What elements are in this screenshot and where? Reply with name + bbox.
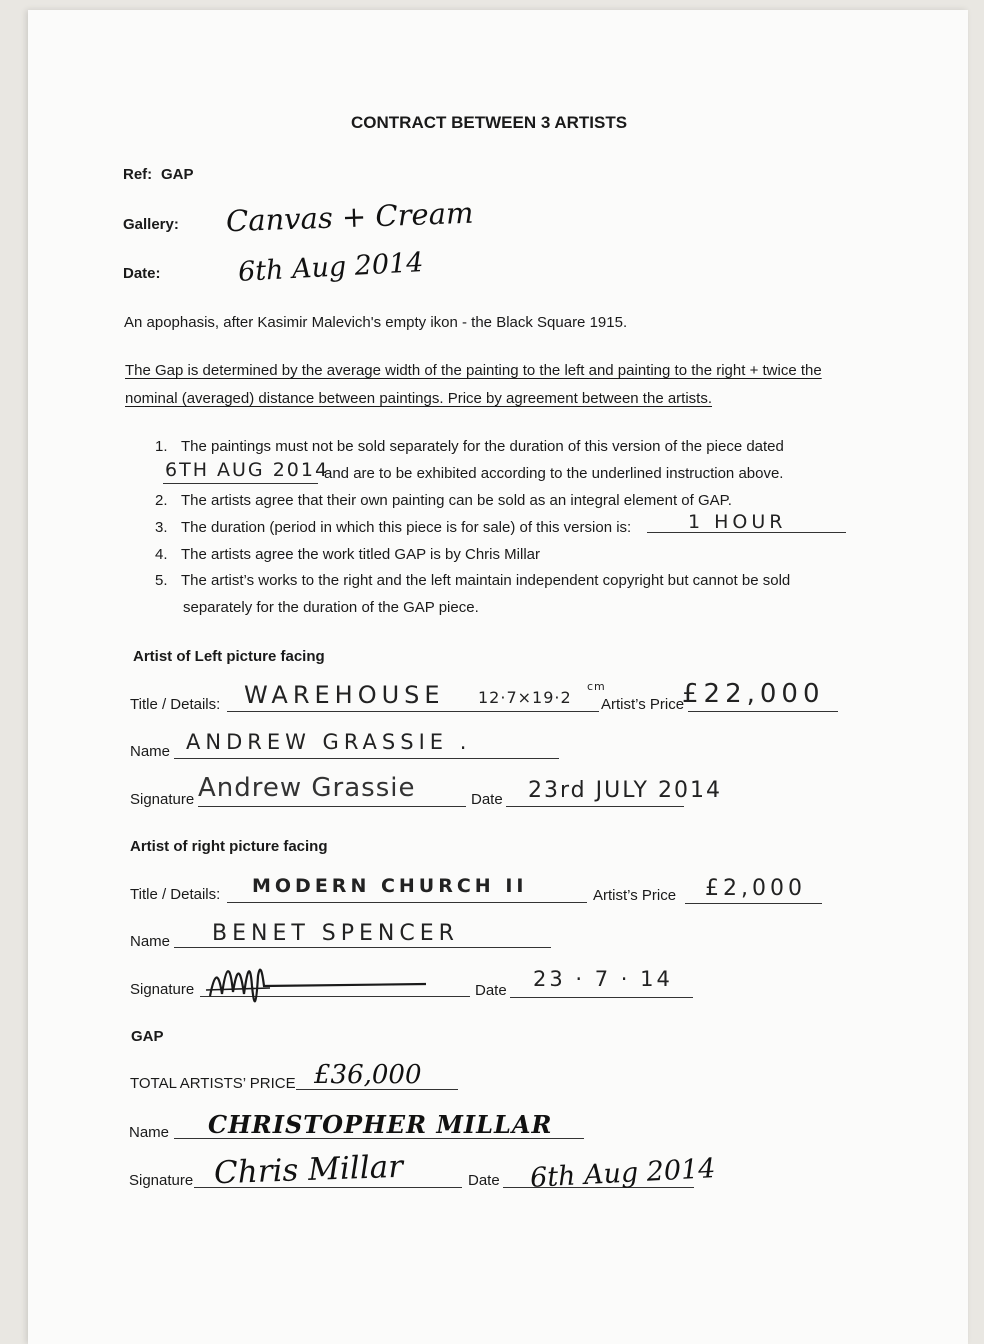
gallery-label: Gallery: — [123, 216, 179, 233]
term-1-continuation: and are to be exhibited according to the underlined instruction above. — [324, 465, 784, 482]
right-signature-label: Signature — [130, 981, 195, 998]
date-label: Date: — [123, 265, 161, 282]
left-title-label: Title / Details: — [130, 696, 221, 713]
left-signature: Andrew Grassie — [198, 773, 416, 803]
total-price-value: £36,000 — [314, 1060, 422, 1090]
left-dimensions: 12·7×19·2 — [478, 688, 572, 707]
right-artist-heading: Artist of right picture facing — [130, 838, 328, 855]
right-signature — [200, 956, 432, 1012]
gap-name-value: CHRISTOPHER MILLAR — [208, 1110, 553, 1139]
right-name-value: BENET SPENCER — [212, 921, 459, 946]
right-name-label: Name — [130, 933, 171, 950]
left-name-line — [174, 758, 559, 759]
term-1: 1. The paintings must not be sold separately for the duration of this version of the piece dated — [155, 438, 784, 455]
left-date-line — [506, 806, 684, 807]
gap-date-label: Date — [468, 1172, 500, 1189]
date-value: 6th Aug 2014 — [237, 247, 425, 288]
term-5: 5. The artist’s works to the right and the left maintain independent copyright but cannot be sold — [155, 572, 791, 589]
left-dimensions-unit: cm — [587, 680, 606, 693]
gap-signature: Chris Millar — [213, 1148, 404, 1192]
term-2: 2. The artists agree that their own painting can be sold as an integral element of GAP. — [155, 492, 732, 509]
intro-text: An apophasis, after Kasimir Malevich's empty ikon - the Black Square 1915. — [124, 314, 628, 331]
gap-heading: GAP — [131, 1028, 164, 1045]
gap-name-label: Name — [129, 1124, 170, 1141]
term-1-handwritten-date: 6TH AUG 2014 — [165, 459, 330, 481]
term-5-continuation: separately for the duration of the GAP piece. — [183, 599, 479, 616]
gallery-value: Canvas + Cream — [225, 195, 474, 239]
left-artist-heading: Artist of Left picture facing — [133, 648, 325, 665]
term-4: 4. The artists agree the work titled GAP is by Chris Millar — [155, 546, 541, 563]
left-title-value: WAREHOUSE — [244, 681, 445, 709]
right-date-label: Date — [475, 982, 507, 999]
left-price-value: £22,000 — [682, 679, 825, 709]
left-date-value: 23rd JULY 2014 — [528, 778, 722, 803]
gap-definition-line-1: The Gap is determined by the average width of the painting to the left and painting to the right + twice the — [125, 362, 822, 379]
right-price-line — [685, 903, 822, 904]
right-price-label: Artist’s Price — [593, 887, 677, 904]
ref-label: Ref: — [123, 166, 153, 183]
term-1-date-line — [163, 483, 318, 484]
term-3-duration-value: 1 HOUR — [688, 511, 787, 533]
gap-date-value: 6th Aug 2014 — [529, 1153, 717, 1194]
left-price-line — [688, 711, 838, 712]
document-title: CONTRACT BETWEEN 3 ARTISTS — [351, 113, 628, 132]
right-price-value: £2,000 — [705, 876, 806, 901]
gap-signature-label: Signature — [129, 1172, 194, 1189]
right-title-value: MODERN CHURCH II — [252, 875, 528, 897]
gap-definition-line-2: nominal (averaged) distance between paintings. Price by agreement between the artists. — [125, 390, 712, 407]
left-signature-label: Signature — [130, 791, 195, 808]
contract-page — [28, 10, 968, 1344]
left-price-label: Artist’s Price — [601, 696, 685, 713]
ref-value: GAP — [161, 166, 194, 183]
right-date-line — [510, 997, 693, 998]
left-signature-line — [198, 806, 466, 807]
term-3: 3. The duration (period in which this piece is for sale) of this version is: — [155, 519, 632, 536]
right-name-line — [174, 947, 551, 948]
left-title-line — [227, 711, 599, 712]
right-date-value: 23 · 7 · 14 — [533, 967, 673, 991]
right-title-label: Title / Details: — [130, 886, 221, 903]
left-name-value: ANDREW GRASSIE . — [186, 730, 472, 754]
left-name-label: Name — [130, 743, 171, 760]
left-date-label: Date — [471, 791, 503, 808]
total-price-label: TOTAL ARTISTS’ PRICE — [130, 1075, 296, 1092]
right-title-line — [227, 902, 587, 903]
